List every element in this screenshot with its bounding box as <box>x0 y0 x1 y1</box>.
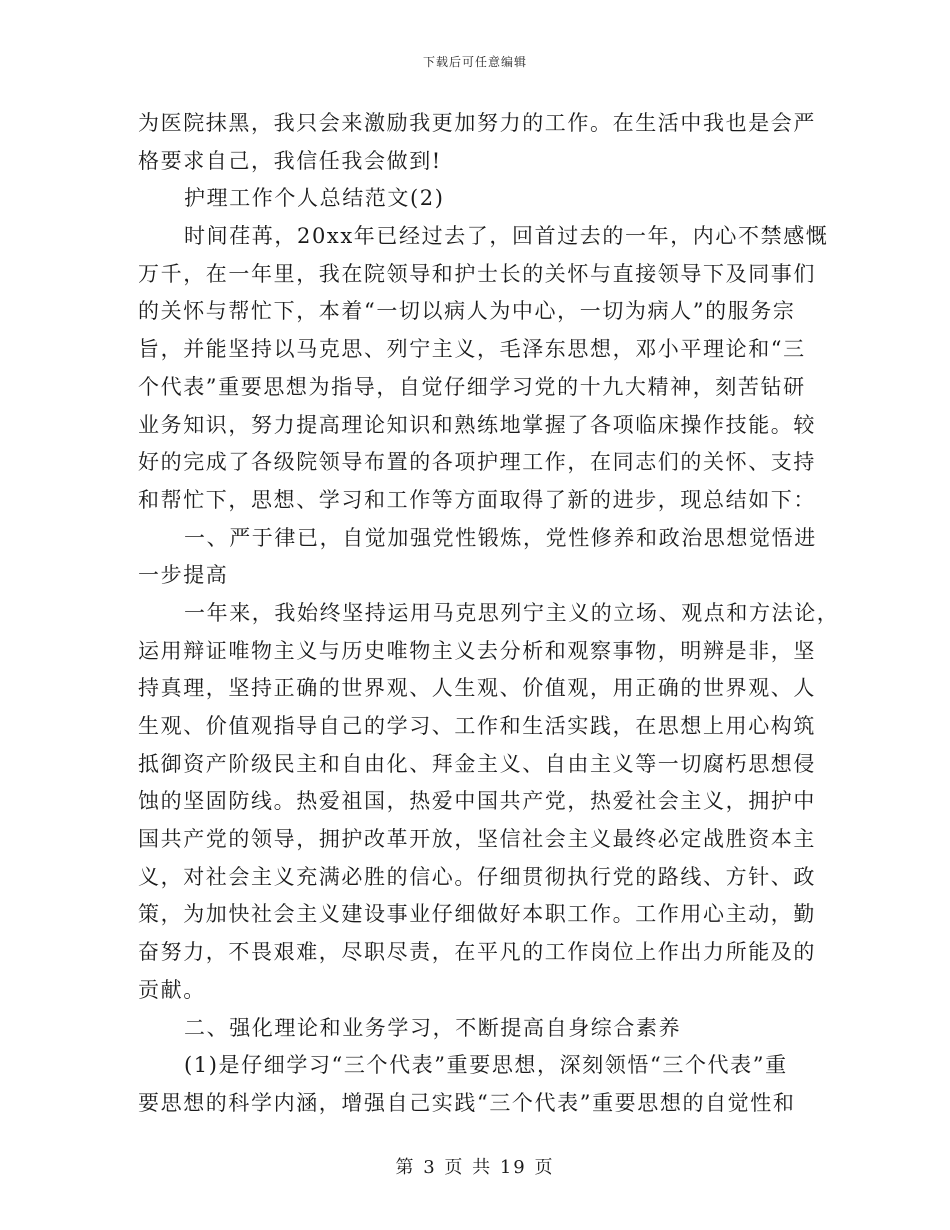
text-line: 策，为加快社会主义建设事业仔细做好本职工作。工作用心主动，勤 <box>138 902 816 927</box>
text-line: 好的完成了各级院领导布置的各项护理工作，在同志们的关怀、支持 <box>138 450 816 475</box>
text-line: 一步提高 <box>138 563 229 588</box>
text-line: 格要求自己，我信任我会做到! <box>138 148 442 173</box>
text-line: 业务知识，努力提高理论知识和熟练地掌握了各项临床操作技能。较 <box>138 412 816 437</box>
text-line: (1)是仔细学习“三个代表”重要思想，深刻领悟“三个代表”重 <box>184 1053 788 1078</box>
text-line: 奋努力，不畏艰难，尽职尽责，在平凡的工作岗位上作出力所能及的 <box>138 940 816 965</box>
text-line: 持真理，坚持正确的世界观、人生观、价值观，用正确的世界观、人 <box>138 676 816 701</box>
text-line: 为医院抹黑，我只会来激励我更加努力的工作。在生活中我也是会严 <box>138 111 816 135</box>
text-line: 生观、价值观指导自己的学习、工作和生活实践，在思想上用心构筑 <box>138 714 816 738</box>
text-line: 和帮忙下，思想、学习和工作等方面取得了新的进步，现总结如下： <box>138 487 816 512</box>
text-line: 一年来，我始终坚持运用马克思列宁主义的立场、观点和方法论， <box>184 600 840 625</box>
text-line: 旨，并能坚持以马克思、列宁主义，毛泽东思想，邓小平理论和“三 <box>138 337 806 362</box>
text-line: 义，对社会主义充满必胜的信心。仔细贯彻执行党的路线、方针、政 <box>138 864 816 889</box>
text-line: 个代表”重要思想为指导，自觉仔细学习党的十九大精神，刻苦钻研 <box>138 374 806 399</box>
text-line: 时间荏苒，20xx年已经过去了，回首过去的一年，内心不禁感慨 <box>184 224 829 249</box>
text-line: 要思想的科学内涵，增强自己实践“三个代表”重要思想的自觉性和 <box>138 1090 796 1115</box>
text-line: 的关怀与帮忙下，本着“一切以病人为中心，一切为病人”的服务宗 <box>138 299 796 324</box>
text-line: 万千，在一年里，我在院领导和护士长的关怀与直接领导下及同事们 <box>138 261 816 286</box>
text-line: 护理工作个人总结范文(2) <box>184 186 445 211</box>
text-line: 抵御资产阶级民主和自由化、拜金主义、自由主义等一切腐朽思想侵 <box>138 751 816 776</box>
text-line: 运用辩证唯物主义与历史唯物主义去分析和观察事物，明辨是非，坚 <box>138 638 816 663</box>
text-line: 二、强化理论和业务学习，不断提高自身综合素养 <box>184 1015 682 1040</box>
page-footer: 第 3 页 共 19 页 <box>395 1157 555 1178</box>
text-line: 一、严于律已，自觉加强党性锻炼，党性修养和政治思想觉悟进 <box>184 525 817 550</box>
document-body <box>138 105 840 1123</box>
page-header: 下载后可任意编辑 <box>422 55 527 69</box>
text-line: 国共产党的领导，拥护改革开放，坚信社会主义最终必定战胜资本主 <box>138 827 816 852</box>
text-line: 蚀的坚固防线。热爱祖国，热爱中国共产党，热爱社会主义，拥护中 <box>138 789 816 814</box>
text-line: 贡献。 <box>138 977 206 1002</box>
